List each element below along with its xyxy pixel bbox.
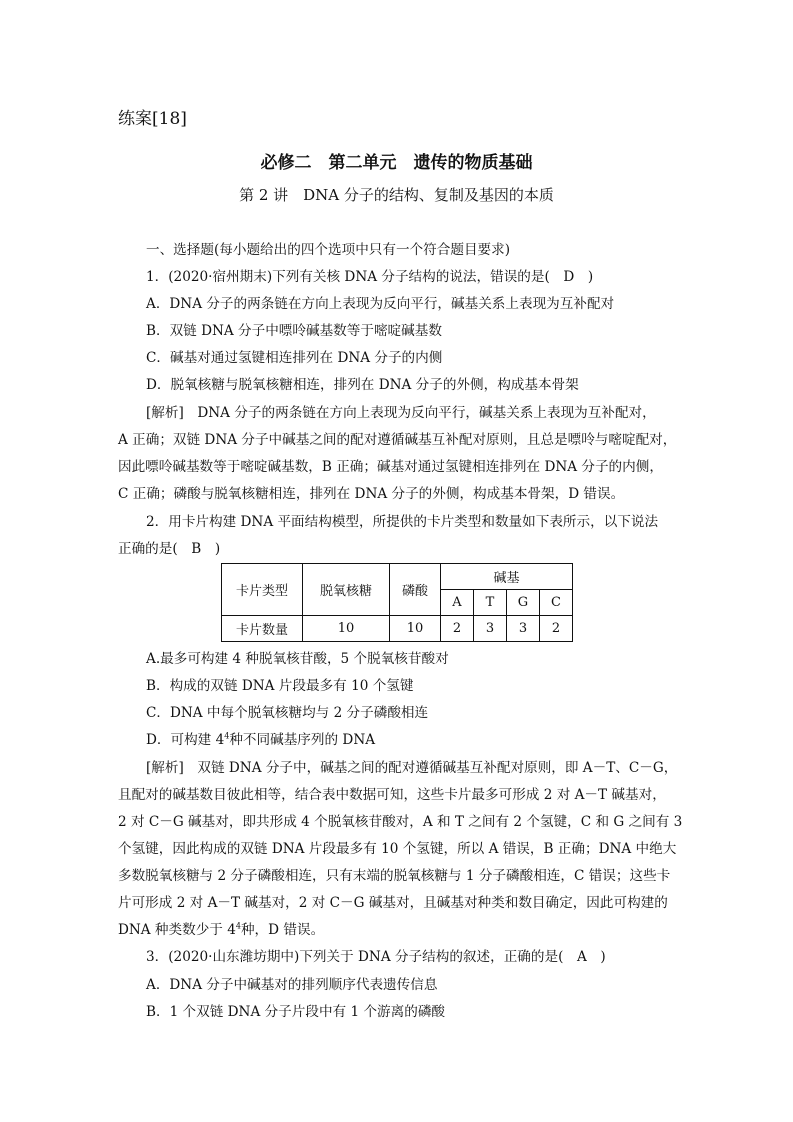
q1-analysis-line: C 正确；磷酸与脱氧核糖相连，排列在 DNA 分子的外侧，构成基本骨架，D 错误。 bbox=[118, 486, 625, 502]
q1-stem: 1．(2020·宿州期末)下列有关核 DNA 分子结构的说法，错误的是( D ) bbox=[146, 269, 594, 285]
q2-analysis-exponent: 4 bbox=[235, 921, 241, 931]
q1-option-d: D．脱氧核糖与脱氧核糖相连，排列在 DNA 分子的外侧，构成基本骨架 bbox=[146, 377, 579, 393]
q3-option-a: A．DNA 分子中碱基对的排列顺序代表遗传信息 bbox=[146, 977, 438, 993]
q2-option-d-exponent: 4 bbox=[224, 731, 230, 741]
q2-analysis-last-pre: DNA 种类数少于 4 bbox=[118, 922, 236, 938]
table-base-t: T bbox=[474, 590, 507, 616]
section-heading: 一、选择题(每小题给出的四个选项中只有一个符合题目要求) bbox=[146, 242, 511, 258]
table-header-phosphate: 磷酸 bbox=[390, 564, 441, 616]
page-title: 必修二 第二单元 遗传的物质基础 bbox=[260, 153, 533, 173]
table-header-base: 碱基 bbox=[441, 564, 573, 590]
q2-analysis-last bbox=[118, 918, 678, 938]
q1-option-b: B．双链 DNA 分子中嘌呤碱基数等于嘧啶碱基数 bbox=[146, 323, 442, 339]
table-cell-g: 3 bbox=[507, 616, 540, 642]
q2-analysis-line: 且配对的碱基数目彼此相等，结合表中数据可知，这些卡片最多可形成 2 对 A－T 碱基对， bbox=[118, 787, 666, 803]
q1-option-a: A．DNA 分子的两条链在方向上表现为反向平行，碱基关系上表现为互补配对 bbox=[146, 296, 615, 312]
q2-option-d-post: 种不同碱基序列的 DNA bbox=[229, 732, 376, 748]
q3-option-b: B．1 个双链 DNA 分子片段中有 1 个游离的磷酸 bbox=[146, 1004, 446, 1020]
q2-option-a: A.最多可构建 4 种脱氧核苷酸，5 个脱氧核苷酸对 bbox=[146, 651, 449, 667]
q1-option-c: C．碱基对通过氢键相连排列在 DNA 分子的内侧 bbox=[146, 350, 443, 366]
table-row-label: 卡片数量 bbox=[222, 616, 303, 642]
table-cell-phosphate: 10 bbox=[390, 616, 441, 642]
table-cell-c: 2 bbox=[540, 616, 573, 642]
q2-analysis-line: 2 对 C－G 碱基对，即共形成 4 个脱氧核苷酸对，A 和 T 之间有 2 个氢键，C 和 G 之间有 3 bbox=[118, 814, 683, 830]
q2-option-b: B．构成的双链 DNA 片段最多有 10 个氢键 bbox=[146, 678, 414, 694]
lesson-subtitle: 第 2 讲 DNA 分子的结构、复制及基因的本质 bbox=[239, 186, 554, 204]
card-table bbox=[221, 563, 573, 642]
exercise-label: 练案[18] bbox=[118, 109, 187, 129]
q2-option-d bbox=[146, 728, 706, 748]
table-header-type: 卡片类型 bbox=[222, 564, 303, 616]
q2-option-c: C．DNA 中每个脱氧核糖均与 2 分子磷酸相连 bbox=[146, 705, 429, 721]
q1-analysis-line: A 正确；双链 DNA 分子中碱基之间的配对遵循碱基互补配对原则，且总是嘌呤与嘧啶配对， bbox=[118, 432, 677, 448]
q2-option-d-pre: D．可构建 4 bbox=[146, 732, 225, 748]
q2-analysis-line: [解析] 双链 DNA 分子中，碱基之间的配对遵循碱基互补配对原则，即 A－T、C－G， bbox=[146, 760, 678, 776]
q3-stem: 3．(2020·山东潍坊期中)下列关于 DNA 分子结构的叙述，正确的是( A ) bbox=[146, 949, 606, 965]
table-base-a: A bbox=[441, 590, 474, 616]
q2-analysis-line: 多数脱氧核糖与 2 分子磷酸相连，只有末端的脱氧核糖与 1 分子磷酸相连，C 错误；这些卡 bbox=[118, 868, 671, 884]
q2-analysis-line: 片可形成 2 对 A－T 碱基对，2 对 C－G 碱基对，且碱基对种类和数目确定，因此可构建的 bbox=[118, 895, 668, 911]
table-cell-sugar: 10 bbox=[303, 616, 390, 642]
table-header-sugar: 脱氧核糖 bbox=[303, 564, 390, 616]
table-cell-a: 2 bbox=[441, 616, 474, 642]
q2-stem: 2．用卡片构建 DNA 平面结构模型，所提供的卡片类型和数量如下表所示，以下说法 bbox=[146, 514, 659, 530]
q2-stem-cont: 正确的是( B ) bbox=[118, 541, 221, 557]
q2-analysis-last-post: 种，D 错误。 bbox=[240, 922, 325, 938]
q1-analysis-line: 因此嘌呤碱基数等于嘧啶碱基数，B 正确；碱基对通过氢键相连排列在 DNA 分子的内侧， bbox=[118, 459, 663, 475]
table-cell-t: 3 bbox=[474, 616, 507, 642]
q2-analysis-line: 个氢键，因此构成的双链 DNA 片段最多有 10 个氢键，所以 A 错误，B 正确；DNA 中绝大 bbox=[118, 841, 677, 857]
table-base-c: C bbox=[540, 590, 573, 616]
table-base-g: G bbox=[507, 590, 540, 616]
q1-analysis-line: [解析] DNA 分子的两条链在方向上表现为反向平行，碱基关系上表现为互补配对， bbox=[146, 405, 656, 421]
